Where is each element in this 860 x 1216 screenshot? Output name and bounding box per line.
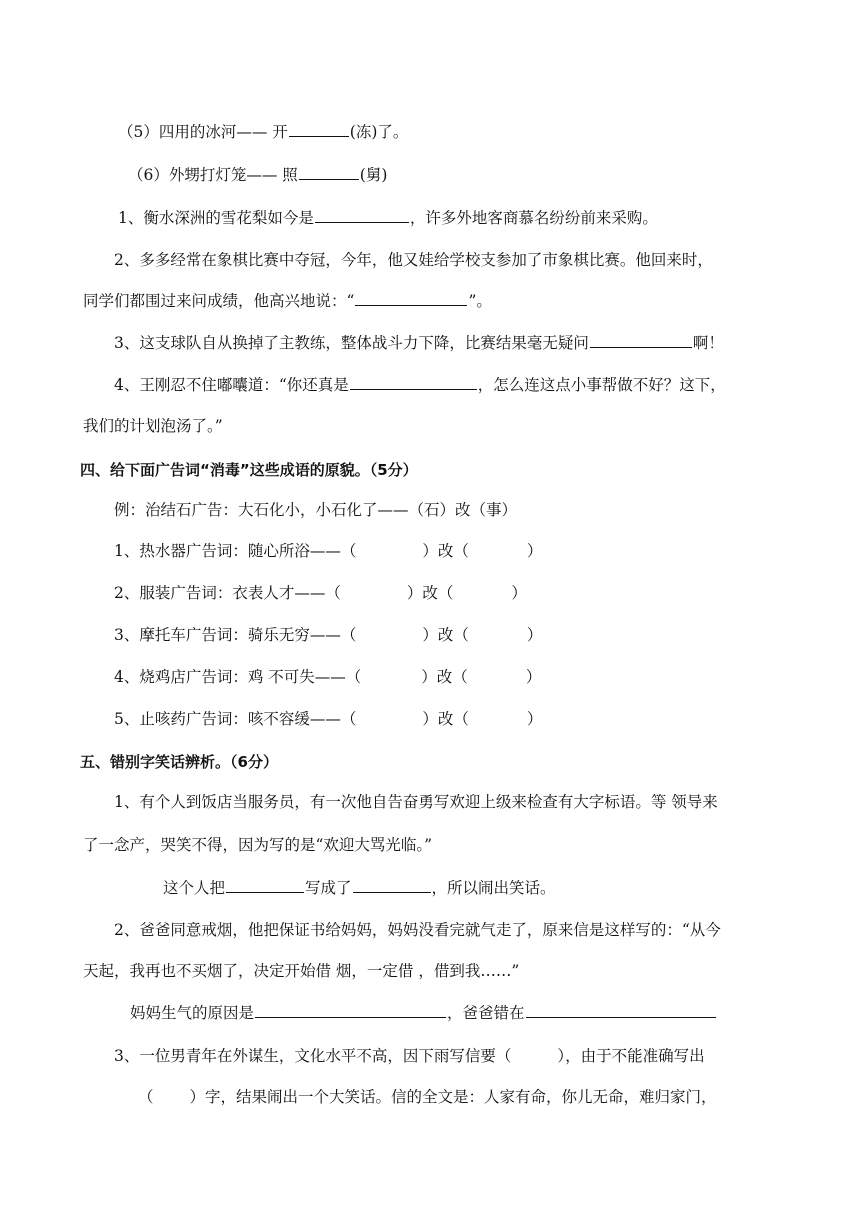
joke-1-fill-end: ，所以闹出笑话。 xyxy=(431,879,556,897)
ad-item-mid: ）改（ xyxy=(421,668,468,686)
ad-item-label: 5、止咳药广告词：咳不容缓——（ xyxy=(114,710,357,728)
sentence-3 xyxy=(114,332,724,353)
joke-2-line-1: 2、爸爸同意戒烟，他把保证书给妈妈，妈妈没看完就气走了，原来信是这样写的：“从今 xyxy=(114,921,721,939)
ad-item-mid: ）改（ xyxy=(422,626,469,644)
joke-1-fill-mid: 写成了 xyxy=(305,879,352,897)
joke-3-paren-open: （ xyxy=(138,1088,154,1106)
q5-line xyxy=(118,121,408,142)
ad-item-label: 3、摩托车广告词：骑乐无穷——（ xyxy=(114,626,357,644)
ad-item-mid: ）改（ xyxy=(422,542,469,560)
ad-item-mid: ）改（ xyxy=(422,710,469,728)
joke-3-text-end: ），由于不能准确写出 xyxy=(557,1047,705,1065)
ad-item-1 xyxy=(114,541,542,561)
ad-item-mid: ）改（ xyxy=(406,584,454,602)
section-4-example: 例：治结石广告：大石化小，小石化了——（石）改（事） xyxy=(114,501,518,519)
ad-item-label: 2、服装广告词：衣表人才——（ xyxy=(114,584,341,602)
joke-3-line-2-text: ）字，结果闹出一个大笑话。信的全文是：人家有命，你儿无命，难归家门， xyxy=(189,1088,717,1106)
joke-2-blank-mistake[interactable] xyxy=(526,1002,716,1018)
joke-1-blank-wrong[interactable] xyxy=(226,877,304,893)
joke-2-fill-text: 妈妈生气的原因是 xyxy=(130,1004,255,1022)
joke-1-blank-right[interactable] xyxy=(353,877,431,893)
joke-3-line-1 xyxy=(114,1046,705,1066)
joke-1-fill xyxy=(163,877,556,898)
q5-text-end: (冻)了。 xyxy=(349,123,409,141)
ad-item-3 xyxy=(114,625,542,645)
q6-line xyxy=(128,164,387,185)
joke-1-line-2: 了一念产，哭笑不得，因为写的是“欢迎大骂光临。” xyxy=(83,836,433,854)
sentence-2-line-1: 2、多多经常在象棋比赛中夺冠，今年，他又娃给学校支参加了市象棋比赛。他回来时， xyxy=(114,251,713,269)
sentence-1 xyxy=(118,207,658,228)
s1-text: 1、衡水深洲的雪花梨如今是 xyxy=(118,209,314,227)
s4-text: 4、王刚忍不住嘟囔道：“你还真是 xyxy=(114,376,349,394)
ad-item-2 xyxy=(114,583,527,603)
s3-blank[interactable] xyxy=(590,332,692,348)
joke-1-fill-text: 这个人把 xyxy=(163,879,226,897)
joke-2-fill-mid: ，爸爸错在 xyxy=(447,1004,525,1022)
s1-blank[interactable] xyxy=(315,207,409,223)
ad-item-end: ） xyxy=(526,626,543,644)
section-5-heading: 五、错别字笑话辨析。（6分） xyxy=(80,753,278,771)
ad-item-end: ） xyxy=(526,710,543,728)
q6-blank[interactable] xyxy=(299,164,359,180)
sentence-4-line-2: 我们的计划泡汤了。” xyxy=(83,417,223,435)
s2-text: 同学们都围过来问成绩，他高兴地说：“ xyxy=(83,292,355,310)
s2-blank[interactable] xyxy=(355,290,467,306)
s3-text-end: 啊！ xyxy=(692,334,724,352)
joke-3-text: 3、一位男青年在外谋生，文化水平不高，因下雨写信要（ xyxy=(114,1047,512,1065)
joke-3-line-2 xyxy=(138,1087,717,1107)
q6-text-end: (舅) xyxy=(359,166,388,184)
s4-text-end: ，怎么连这点小事帮做不好？这下， xyxy=(477,376,726,394)
ad-item-end: ） xyxy=(526,542,543,560)
ad-item-label: 4、烧鸡店广告词：鸡 不可失——（ xyxy=(114,668,362,686)
joke-2-blank-reason[interactable] xyxy=(255,1002,446,1018)
ad-item-label: 1、热水器广告词：随心所浴——（ xyxy=(114,542,357,560)
q5-blank[interactable] xyxy=(289,121,349,137)
s3-text: 3、这支球队自从换掉了主教练，整体战斗力下降，比赛结果毫无疑问 xyxy=(114,334,589,352)
ad-item-end: ） xyxy=(525,668,542,686)
joke-2-fill xyxy=(130,1002,717,1023)
joke-2-line-2: 天起，我再也不买烟了，决定开始借 烟，一定借 ，借到我……” xyxy=(83,962,520,980)
sentence-2-line-2 xyxy=(83,290,492,311)
ad-item-4 xyxy=(114,667,541,687)
s2-text-end: ”。 xyxy=(468,292,492,310)
s1-text-end: ，许多外地客商慕名纷纷前来采购。 xyxy=(409,209,658,227)
q6-text: （6）外甥打灯笼—— 照 xyxy=(128,166,298,184)
section-4-heading: 四、给下面广告词“消毒”这些成语的原貌。（5分） xyxy=(80,461,418,479)
sentence-4-line-1 xyxy=(114,374,726,395)
joke-1-line-1: 1、有个人到饭店当服务员，有一次他自告奋勇写欢迎上级来检查有大字标语。等 领导来 xyxy=(114,793,718,811)
s4-blank[interactable] xyxy=(350,374,477,390)
ad-item-end: ） xyxy=(511,584,527,602)
q5-text: （5）四用的冰河—— 开 xyxy=(118,123,288,141)
ad-item-5 xyxy=(114,709,542,729)
